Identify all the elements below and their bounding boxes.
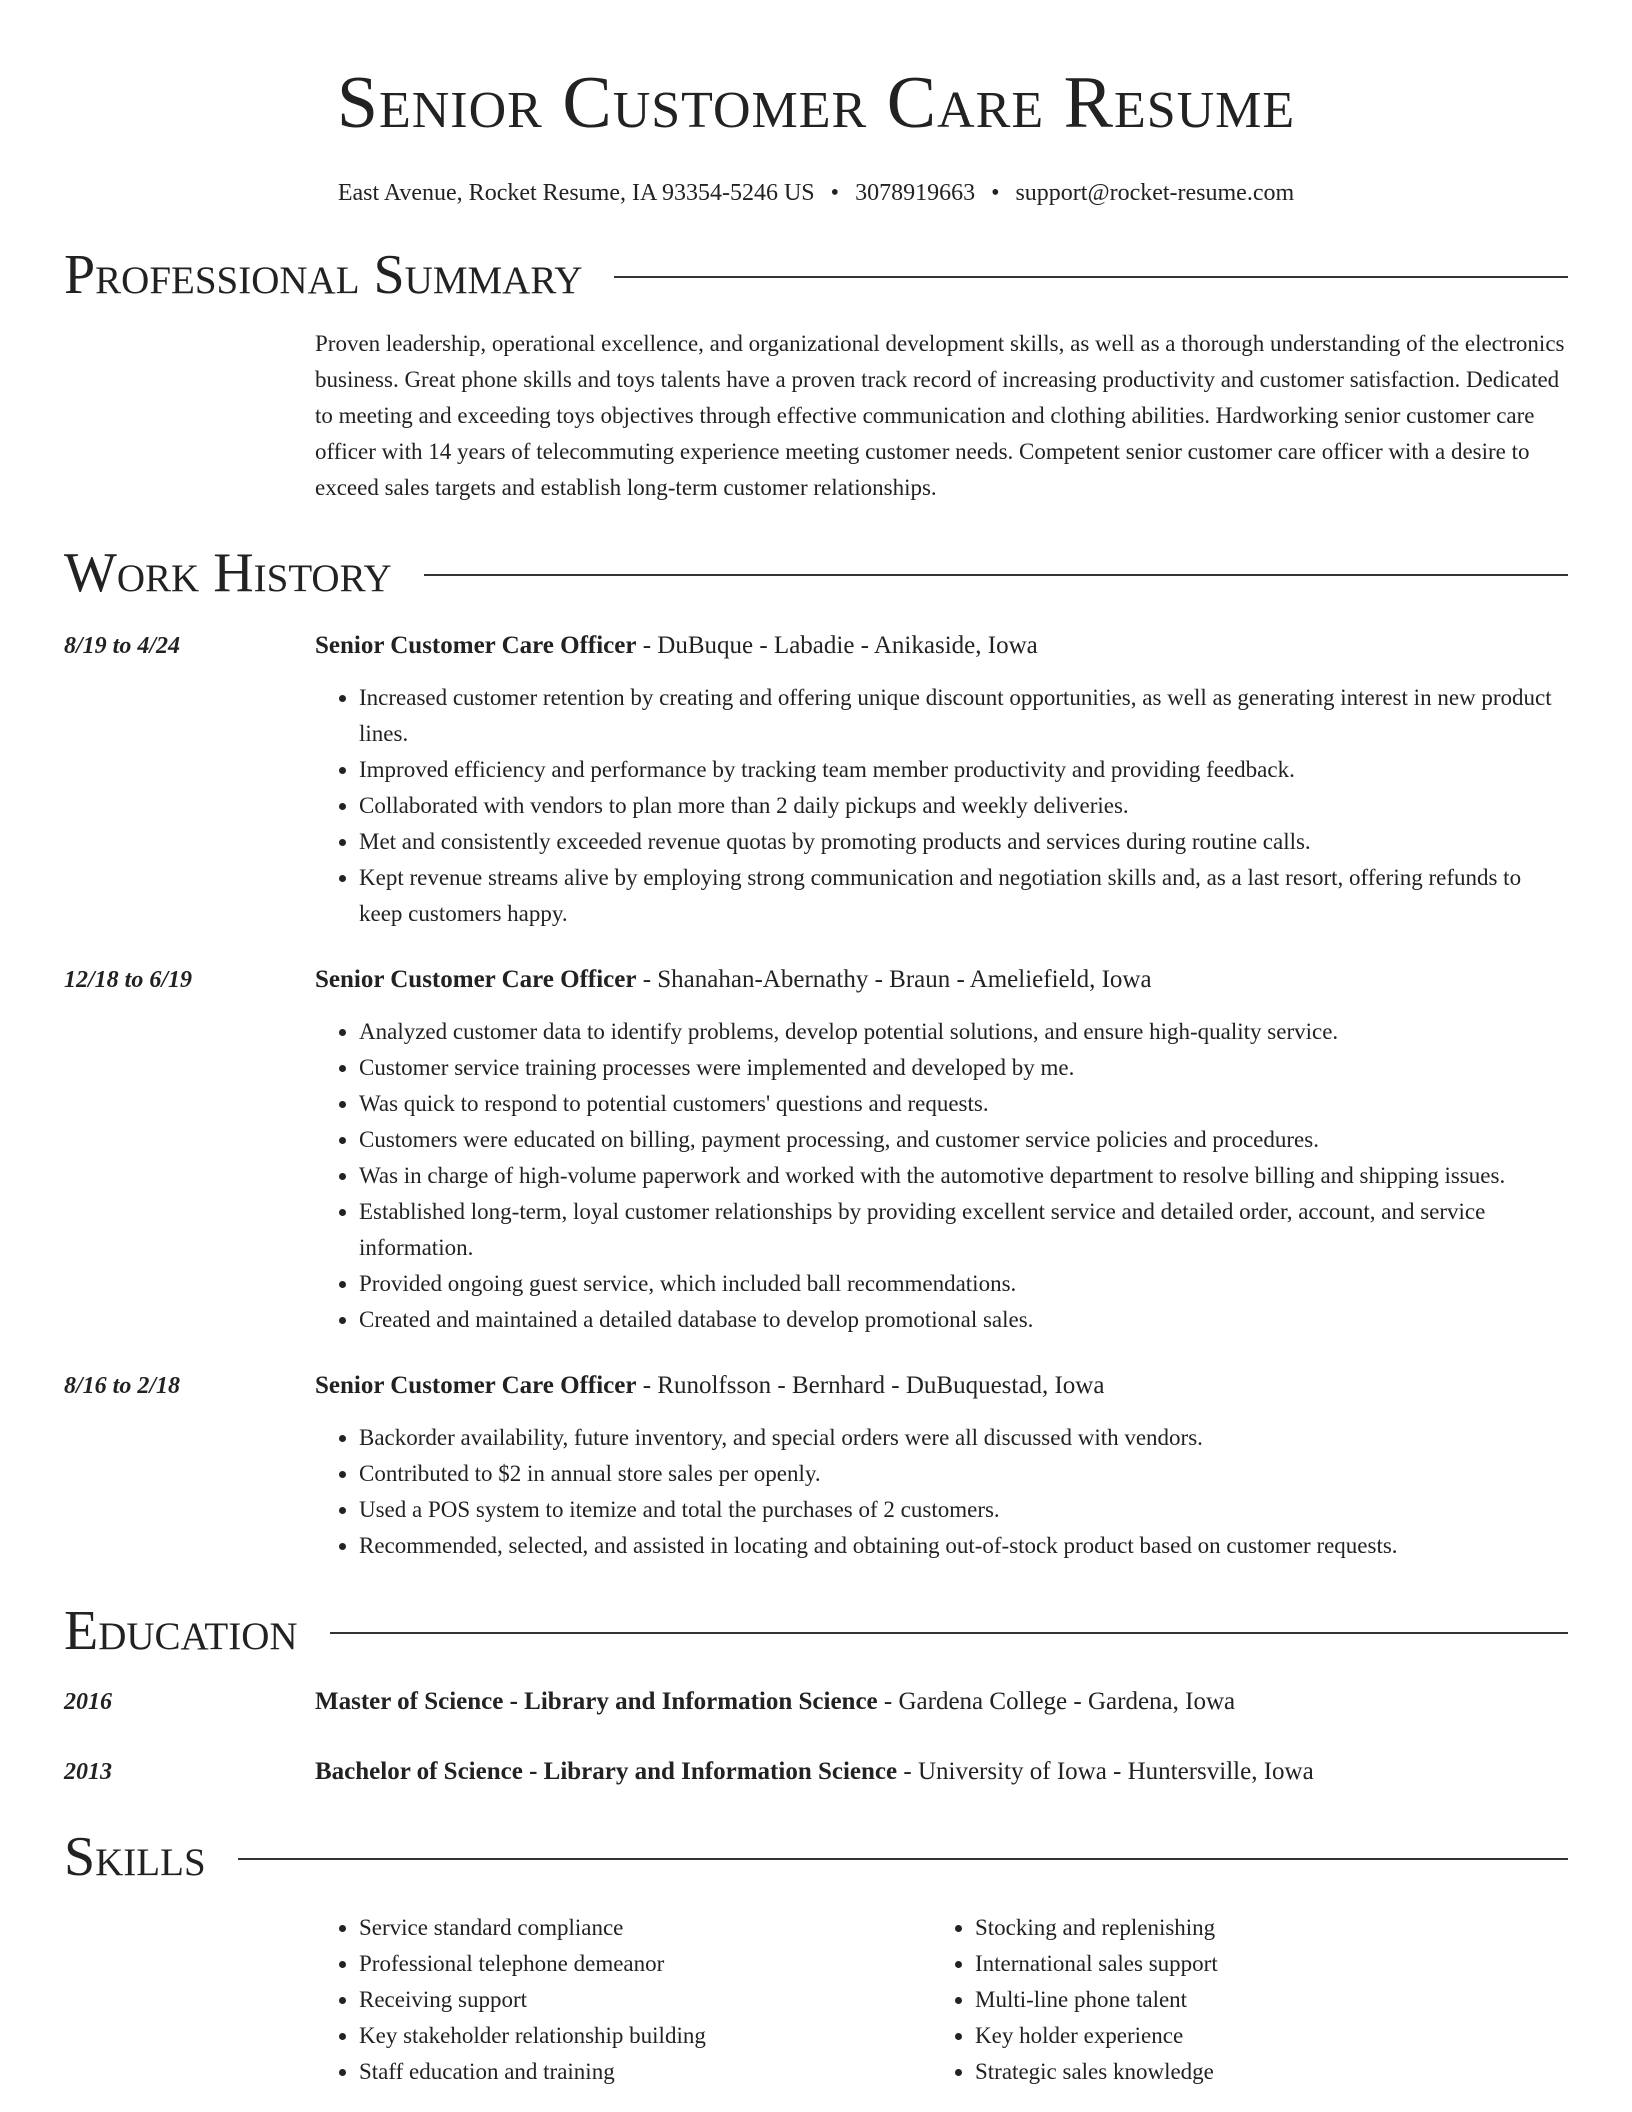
job-bullet: • Customers were educated on billing, payment processing, and customer service policies and procedures. <box>359 1122 1568 1158</box>
job-bullet: • Backorder availability, future inventory, and special orders were all discussed with vendors. <box>359 1420 1568 1456</box>
education-year: 2013 <box>64 1759 112 1785</box>
education-year: 2016 <box>64 1689 112 1715</box>
education-degree: Master of Science - Library and Information Science <box>315 1688 878 1715</box>
skill-item: • Key stakeholder relationship building <box>359 2018 931 2054</box>
section-title-skills: Skills <box>64 1826 206 1888</box>
resume-title: Senior Customer Care Resume <box>336 62 1296 144</box>
section-title-work: Work History <box>64 542 392 604</box>
education-entry <box>64 1684 1568 1720</box>
job-title: Senior Customer Care Officer <box>315 966 637 993</box>
job-bullet: • Met and consistently exceeded revenue quotas by promoting products and services during routine calls. <box>359 824 1568 860</box>
job-body <box>315 1368 1568 1564</box>
skill-item: • International sales support <box>975 1946 1547 1982</box>
job-bullet: • Increased customer retention by creating and offering unique discount opportunities, as well as generating interest in new product lines. <box>359 680 1568 752</box>
section-header-summary <box>64 244 1568 306</box>
job-bullets <box>315 1014 1568 1338</box>
skills-column-right <box>931 1910 1547 2090</box>
job-bullet: • Improved efficiency and performance by tracking team member productivity and providing feedback. <box>359 752 1568 788</box>
education-heading <box>315 1754 1568 1790</box>
job-heading <box>315 962 1568 998</box>
job-bullet: • Created and maintained a detailed database to develop promotional sales. <box>359 1302 1568 1338</box>
resume-page <box>64 0 1568 2090</box>
section-divider <box>238 1858 1568 1860</box>
job-bullet: • Established long-term, loyal customer relationships by providing excellent service and detailed order, account, and service information. <box>359 1194 1568 1266</box>
section-header-work <box>64 542 1568 604</box>
job-body <box>315 628 1568 932</box>
section-divider <box>424 574 1568 576</box>
education-entry <box>64 1754 1568 1790</box>
contact-address: East Avenue, Rocket Resume, IA 93354-5246 US <box>337 180 815 206</box>
job-heading <box>315 1368 1568 1404</box>
job-title: Senior Customer Care Officer <box>315 632 637 659</box>
job-entry <box>64 1368 1568 1564</box>
job-bullets <box>315 1420 1568 1564</box>
education-school: - University of Iowa - Huntersville, Iowa <box>897 1758 1314 1785</box>
job-heading <box>315 628 1568 664</box>
job-bullet: • Was quick to respond to potential customers' questions and requests. <box>359 1086 1568 1122</box>
education-degree: Bachelor of Science - Library and Information Science <box>315 1758 898 1785</box>
summary-text: Proven leadership, operational excellence, and organizational development skills, as well as a thorough understanding of the electronics business. Great phone skills and toys talents have a proven track record of increasing productivity and customer satisfaction. Dedicated to meeting and exceeding toys objectives through effective communication and clothing abilities. Hardworking senior customer care officer with 14 years of telecommuting experience meeting customer needs. Competent senior customer care officer with a desire to exceed sales targets and establish long-term customer relationships. <box>315 331 1565 500</box>
skills-grid <box>315 1910 1568 2090</box>
job-entry <box>64 962 1568 1338</box>
job-dates: 12/18 to 6/19 <box>64 967 193 993</box>
job-bullet: • Was in charge of high-volume paperwork and worked with the automotive department to resolve billing and shipping issues. <box>359 1158 1568 1194</box>
job-entry <box>64 628 1568 932</box>
section-header-skills <box>64 1826 1568 1888</box>
education-body <box>315 1754 1568 1790</box>
section-divider <box>614 276 1568 278</box>
section-divider <box>330 1632 1568 1634</box>
job-bullets <box>315 680 1568 932</box>
skill-item: • Strategic sales knowledge <box>975 2054 1547 2090</box>
contact-line <box>64 178 1568 208</box>
education-school: - Gardena College - Gardena, Iowa <box>877 1688 1236 1715</box>
job-bullet: • Customer service training processes were implemented and developed by me. <box>359 1050 1568 1086</box>
section-header-education <box>64 1600 1568 1662</box>
section-title-summary: Professional Summary <box>64 244 583 306</box>
skill-item: • Professional telephone demeanor <box>359 1946 931 1982</box>
skills-column-left <box>315 1910 931 2090</box>
skill-item: • Service standard compliance <box>359 1910 931 1946</box>
job-body <box>315 962 1568 1338</box>
job-bullet: • Recommended, selected, and assisted in locating and obtaining out-of-stock product based on customer requests. <box>359 1528 1568 1564</box>
job-title: Senior Customer Care Officer <box>315 1372 637 1399</box>
skill-item: • Receiving support <box>359 1982 931 2018</box>
job-bullet: • Kept revenue streams alive by employing strong communication and negotiation skills and, as a last resort, offering refunds to keep customers happy. <box>359 860 1568 932</box>
skill-item: • Stocking and replenishing <box>975 1910 1547 1946</box>
contact-email[interactable]: support@rocket-resume.com <box>1015 180 1295 206</box>
job-employer: - Runolfsson - Bernhard - DuBuquestad, Iowa <box>636 1372 1105 1399</box>
job-bullet: • Used a POS system to itemize and total the purchases of 2 customers. <box>359 1492 1568 1528</box>
contact-phone: 3078919663 <box>855 180 976 206</box>
job-employer: - Shanahan-Abernathy - Braun - Ameliefield, Iowa <box>636 966 1152 993</box>
job-employer: - DuBuque - Labadie - Anikaside, Iowa <box>636 632 1038 659</box>
job-dates: 8/19 to 4/24 <box>64 633 181 659</box>
skill-item: • Staff education and training <box>359 2054 931 2090</box>
education-heading <box>315 1684 1568 1720</box>
section-title-education: Education <box>64 1600 298 1662</box>
skill-item: • Key holder experience <box>975 2018 1547 2054</box>
job-bullet: • Collaborated with vendors to plan more than 2 daily pickups and weekly deliveries. <box>359 788 1568 824</box>
job-dates: 8/16 to 2/18 <box>64 1373 181 1399</box>
education-section <box>64 1600 1568 1790</box>
job-bullet: • Contributed to $2 in annual store sales per openly. <box>359 1456 1568 1492</box>
contact-separator: • <box>991 180 1000 206</box>
skill-item: • Multi-line phone talent <box>975 1982 1547 2018</box>
job-bullet: • Provided ongoing guest service, which included ball recommendations. <box>359 1266 1568 1302</box>
education-body <box>315 1684 1568 1720</box>
job-bullet: • Analyzed customer data to identify problems, develop potential solutions, and ensure high-quality service. <box>359 1014 1568 1050</box>
contact-separator: • <box>830 180 840 206</box>
